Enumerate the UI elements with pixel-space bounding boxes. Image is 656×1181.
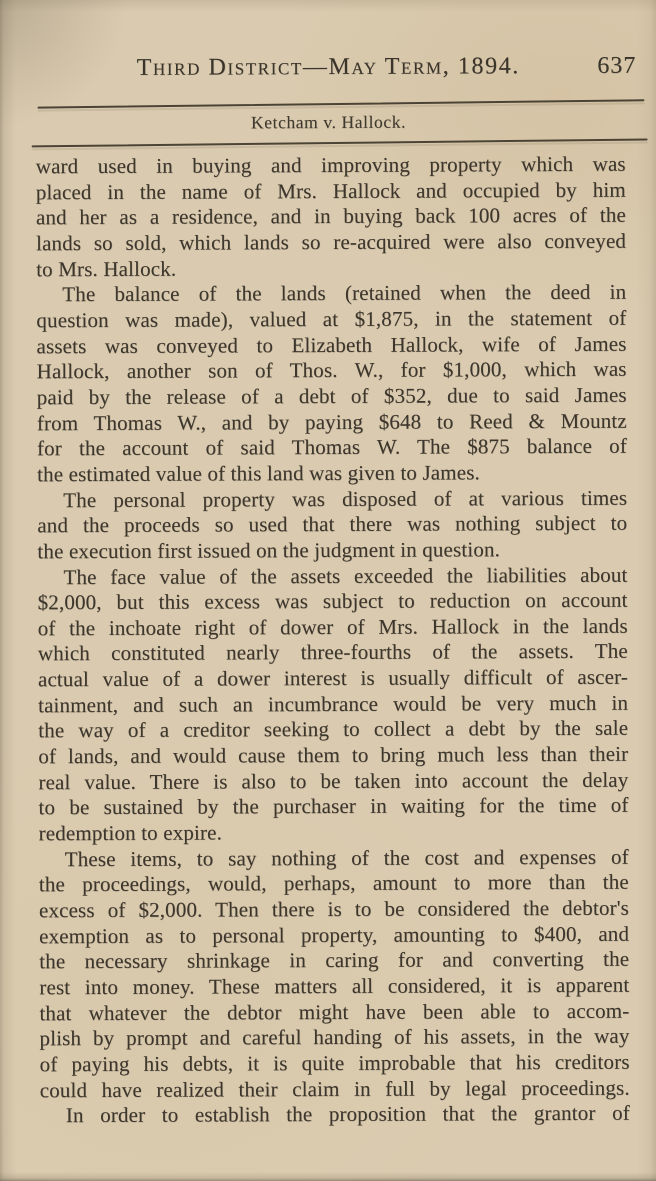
text-line: of paying his debts, it is quite improbable that his creditors [39,1049,630,1077]
page-header [0,0,656,89]
text-line: In order to establish the proposition that the grantor of [65,1100,630,1128]
paragraph [37,562,628,847]
case-name-rule [32,138,648,147]
text-line: the execution first issued on the judgment in question. [37,537,501,564]
text-line: The personal property was disposed of at various times [63,485,628,512]
text-line: which constituted nearly three-fourths of the assets. The [37,639,628,666]
text-line: The balance of the lands (retained when the deed in [62,279,627,307]
text-line: real value. There is also to be taken into account the delay [38,767,629,795]
text-line: lands so sold, which lands so re-acquired were also conveyed [36,228,627,256]
text-line: of the inchoate right of dower of Mrs. Hallock in the lands [37,613,628,641]
text-line: ward used in buying and improving property which was [35,151,626,179]
paragraph [39,844,630,1103]
text-line: to Mrs. Hallock. [36,256,177,281]
text-line: assets was conveyed to Elizabeth Hallock, wife of James [36,331,627,358]
text-line: and her as a residence, and in buying back 100 acres of the [35,203,626,230]
text-line: the way of a creditor seeking to collect a debt by the sale [38,716,629,743]
text-line: the necessary shrinkage in caring for and converting the [39,947,630,974]
text-line: to be sustained by the purchaser in waiting for the time of [38,793,629,820]
body-text [1,152,656,1130]
running-title: Third District—May Term, 1894. [136,53,520,81]
text-line: rest into money. These matters all considered, it is apparent [39,972,630,1000]
text-line: tainment, and such an incumbrance would be very much in [38,690,629,718]
text-line: The face value of the assets exceeded the liabilities about [63,562,628,589]
text-line: could have realized their claim in full by legal proceedings. [39,1075,630,1102]
paragraph [36,152,627,283]
text-line: These items, to say nothing of the cost and expenses of [64,844,629,871]
text-line: plish by prompt and careful handing of his assets, in the way [39,1024,630,1051]
text-line: placed in the name of Mrs. Hallock and occupied by him [35,177,626,204]
case-name: Ketcham v. Hallock. [250,111,407,133]
text-line: actual value of a dower interest is usually difficult of ascer- [37,664,629,692]
text-line: from Thomas W., and by paying $648 to Reed & Mountz [36,408,627,435]
text-line: paid by the release of a debt of $352, due to said James [36,382,627,410]
text-line: Hallock, another son of Thos. W., for $1,000, which was [36,356,627,384]
text-line: and the proceeds so used that there was nothing subject to [37,510,628,538]
header-rule [37,99,644,108]
text-line: the proceedings, would, perhaps, amount to more than the [38,870,629,897]
text-line: question was made), valued at $1,875, in the statement of [36,305,627,333]
text-line: $2,000, but this excess was subject to reduction on account [37,587,628,615]
page-number: 637 [597,52,637,79]
text-line: the estimated value of this land was given to James. [37,460,480,487]
text-line: that whatever the debtor might have been able to accom- [39,998,630,1025]
paragraph [36,280,627,488]
paragraph [40,1101,630,1129]
text-line: for the account of said Thomas W. The $875 balance of [36,433,628,461]
text-line: exemption as to personal property, amounting to $400, and [39,921,630,948]
text-line: of lands, and would cause them to bring much less than their [38,741,629,769]
paragraph [37,485,627,565]
text-line: redemption to expire. [38,820,223,846]
text-line: excess of $2,000. Then there is to be considered the debtor's [38,895,630,923]
